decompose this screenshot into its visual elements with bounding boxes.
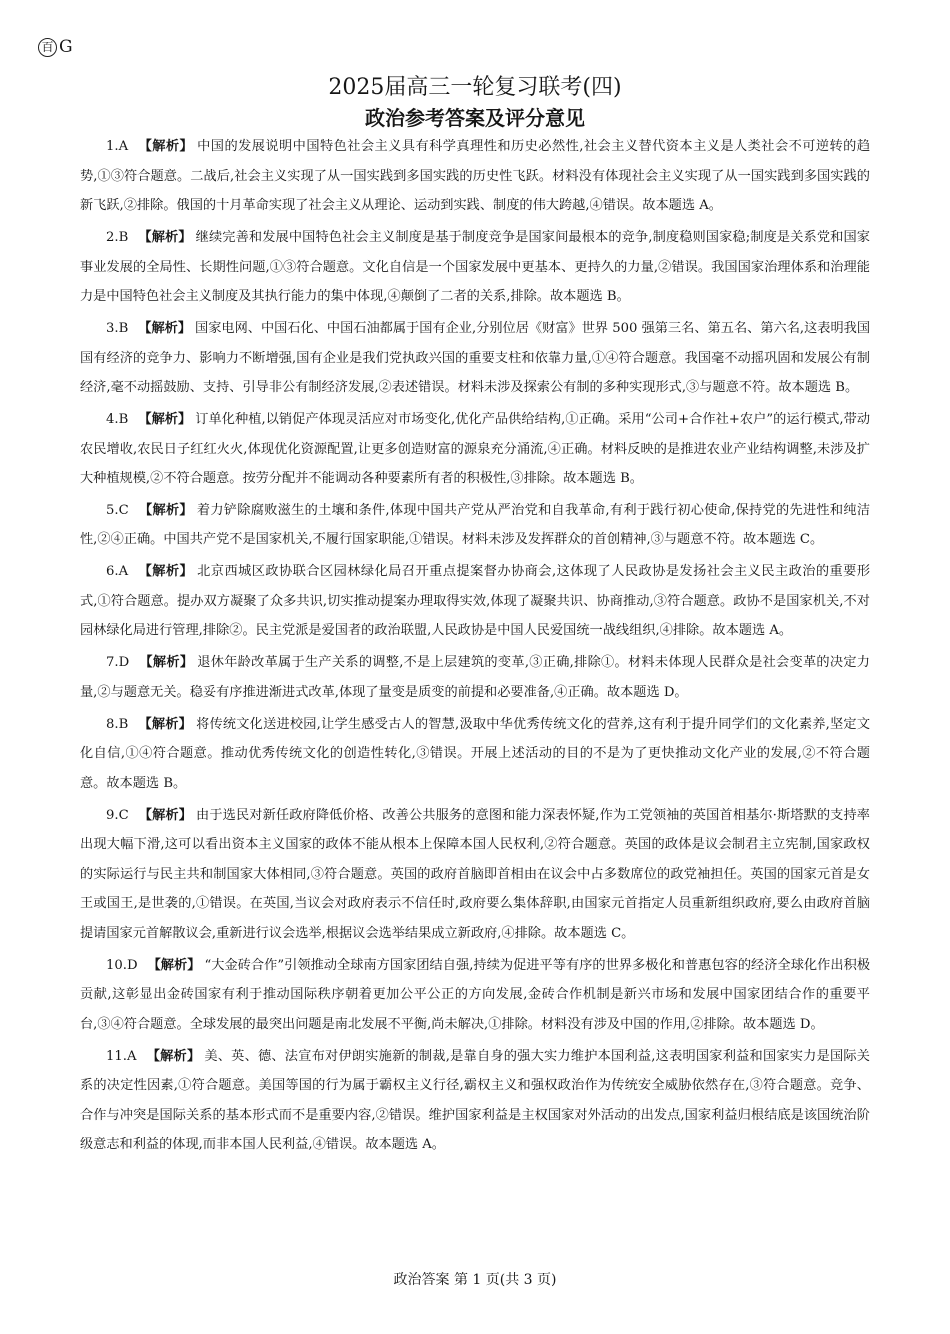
answer-text: 中国的发展说明中国特色社会主义具有科学真理性和历史必然性,社会主义替代资本主义是人类社会不可逆转的趋势,①③符合题意。二战后,社会主义实现了从一国实践到多国实践的历史性飞跃。材料没有体现社会主义实现了从一国实践到多国实践的新飞跃,②排除。俄国的十月革命实现了社会主义从理论、运动到实践、制度的伟大跨越,④错误。故本题选 A。 — [80, 139, 871, 214]
page-title: 2025届高三一轮复习联考(四) — [328, 75, 622, 100]
analysis-label: 【解析】 — [138, 139, 194, 154]
logo-mark-icon: 百 — [38, 38, 57, 57]
publisher-logo — [38, 36, 73, 58]
analysis-label: 【解析】 — [138, 502, 193, 518]
answer-text: 由于选民对新任政府降低价格、改善公共服务的意图和能力深表怀疑,作为工党领袖的英国首相基尔·斯塔默的支持率出现大幅下滑,这可以看出资本主义国家的政体不能从根本上保障本国人民权利,②符合题意。英国的政体是议会制君主立宪制,国家政权的实际运行与民主共和制国家大体相同,③符合题意。英国的政府首脑即首相由在议会中占多数席位的政党袖担任。英国的国家元首是女王或国王,是世袭的,①错误。在英国,当议会对政府表示不信任时,政府要么集体辞职,由国家元首指定人员重新组织政府,要么由政府首脑提请国家元首解散议会,重新进行议会选举,根据议会选举结果成立新政府,④排除。故本题选 C。 — [80, 807, 870, 941]
answer-text: 订单化种植,以销促产体现灵活应对市场变化,优化产品供给结构,①正确。采用“公司+合作社+农户”的运行模式,带动农民增收,农民日子红红火火,体现优化资源配置,让更多创造财富的源泉充分涌流,④正确。材料反映的是推进农业产业结构调整,未涉及扩大种植规模,②不符合题意。按劳分配并不能调动各种要素所有者的积极性,③排除。故本题选 B。 — [80, 411, 870, 487]
answer-text: 美、英、德、法宣布对伊朗实施新的制裁,是靠自身的强大实力维护本国利益,这表明国家利益和国家实力是国际关系的决定性因素,①符合题意。美国等国的行为属于霸权主义行径,霸权主义和强权政治作为传统安全威胁依然存在,③符合题意。竞争、合作与冲突是国际关系的基本形式而不是重要内容,②错误。维护国家利益是主权国家对外活动的出发点,国家利益归根结底是该国统治阶级意志和利益的体现,而非本国人民利益,④错误。故本题选 A。 — [80, 1048, 870, 1153]
answer-item-8 — [80, 710, 870, 799]
answer-item-2 — [80, 223, 870, 312]
answer-text: 继续完善和发展中国特色社会主义制度是基于制度竞争是国家间最根本的竞争,制度稳则国家稳;制度是关系党和国家事业发展的全局性、长期性问题,①③符合题意。文化自信是一个国家发展中更基本、更持久的力量,②错误。我国国家治理体系和治理能力是中国特色社会主义制度及其执行能力的集中体现,④颠倒了二者的关系,排除。故本题选 B。 — [80, 229, 870, 305]
analysis-label: 【解析】 — [139, 655, 194, 671]
analysis-label: 【解析】 — [146, 1048, 201, 1064]
analysis-label: 【解析】 — [138, 229, 192, 245]
analysis-label: 【解析】 — [138, 716, 193, 732]
answer-number: 3.B — [106, 320, 129, 336]
answer-number: 10.D — [106, 957, 138, 973]
answer-number: 8.B — [106, 716, 129, 732]
answer-text: 将传统文化送进校园,让学生感受古人的智慧,汲取中华优秀传统文化的营养,这有利于提升同学们的文化素养,坚定文化自信,①④符合题意。推动优秀传统文化的创造性转化,③错误。开展上述活动的目的不是为了更快推动文化产业的发展,②不符合题意。故本题选 B。 — [80, 716, 871, 791]
answer-item-10 — [80, 951, 870, 1040]
answer-item-11 — [80, 1042, 870, 1160]
answer-text: 着力铲除腐败滋生的土壤和条件,体现中国共产党从严治党和自我革命,有利于践行初心使命,保持党的先进性和纯洁性,②④正确。中国共产党不是国家机关,不履行国家职能,①错误。材料未涉及发挥群众的首创精神,③与题意不符。故本题选 C。 — [80, 502, 871, 548]
answer-number: 9.C — [106, 807, 129, 823]
answer-item-7 — [80, 648, 870, 707]
answer-item-6 — [80, 557, 870, 646]
answer-text: 北京西城区政协联合区园林绿化局召开重点提案督办协商会,这体现了人民政协是发扬社会主义民主政治的重要形式,①符合题意。提办双方凝聚了众多共识,切实推动提案办理取得实效,体现了凝聚共识、协商推动,③符合题意。政协不是国家机关,不对园林绿化局进行管理,排除②。民主党派是爱国者的政治联盟,人民政协是中国人民爱国统一战线组织,④排除。故本题选 A。 — [80, 564, 871, 639]
answer-text: 退休年龄改革属于生产关系的调整,不是上层建筑的变革,③正确,排除①。材料未体现人民群众是社会变革的决定力量,②与题意无关。稳妥有序推进渐进式改革,体现了量变是质变的前提和必要准备,④正确。故本题选 D。 — [80, 655, 870, 700]
answer-list — [80, 132, 870, 1162]
answer-item-5 — [80, 496, 870, 555]
answer-number: 2.B — [106, 229, 129, 245]
answer-number: 7.D — [106, 655, 130, 671]
answer-number: 6.A — [106, 564, 129, 580]
analysis-label: 【解析】 — [138, 807, 193, 823]
analysis-label: 【解析】 — [138, 411, 192, 427]
answer-item-3 — [80, 314, 870, 403]
answer-number: 4.B — [106, 411, 129, 427]
answer-item-9 — [80, 801, 870, 949]
analysis-label: 【解析】 — [147, 957, 201, 973]
answer-number: 5.C — [106, 502, 129, 518]
answer-number: 11.A — [106, 1048, 137, 1064]
logo-letter: G — [59, 36, 73, 57]
answer-item-1 — [80, 132, 870, 221]
page-footer: 政治答案 第 1 页(共 3 页) — [393, 1272, 557, 1288]
analysis-label: 【解析】 — [138, 564, 194, 580]
answer-number: 1.A — [106, 139, 129, 154]
answer-text: “大金砖合作”引领推动全球南方国家团结自强,持续为促进平等有序的世界多极化和普惠包容的经济全球化作出积极贡献,这彰显出金砖国家有利于推动国际秩序朝着更加公平公正的方向发展,金砖合作机制是新兴市场和发展中国家团结合作的重要平台,③④符合题意。全球发展的最突出问题是南北发展不平衡,尚未解决,①排除。材料没有涉及中国的作用,②排除。故本题选 D。 — [80, 957, 871, 1032]
answer-item-4 — [80, 405, 870, 494]
page-subtitle: 政治参考答案及评分意见 — [365, 106, 585, 130]
page-header — [0, 74, 950, 132]
answer-text: 国家电网、中国石化、中国石油都属于国有企业,分别位居《财富》世界 500 强第三名、第五名、第六名,这表明我国国有经济的竞争力、影响力不断增强,国有企业是我们党执政兴国的重要支柱和依靠力量,①④符合题意。我国毫不动摇巩固和发展公有制经济,毫不动摇鼓励、支持、引导非公有制经济发展,②表述错误。材料未涉及探索公有制的多种实现形式,③与题意不符。故本题选 B。 — [80, 320, 871, 396]
analysis-label: 【解析】 — [138, 320, 192, 336]
